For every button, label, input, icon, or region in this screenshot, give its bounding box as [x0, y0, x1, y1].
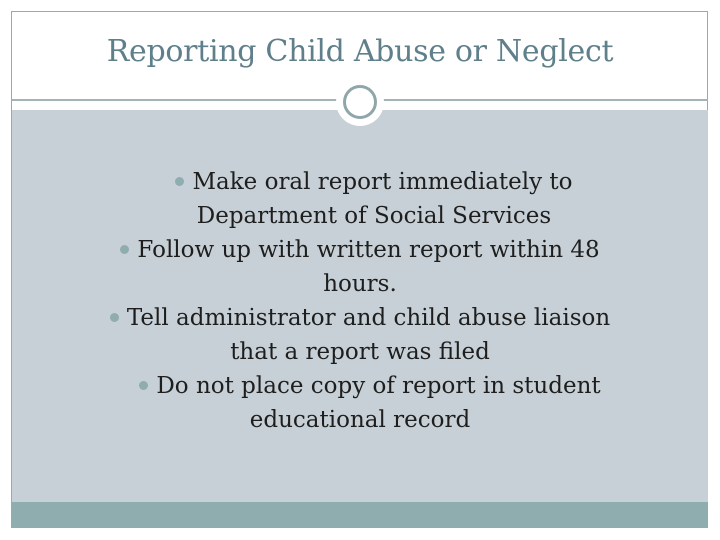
- bullet-text-line: Department of Social Services: [196, 203, 552, 229]
- bullet-text-line: Do not place copy of report in student: [156, 373, 601, 399]
- bullet-text-line: educational record: [249, 407, 471, 433]
- bullet-text-line: Tell administrator and child abuse liaison: [126, 305, 611, 331]
- slide-title: Reporting Child Abuse or Neglect: [106, 34, 614, 69]
- bullet-text-line: Follow up with written report within 48: [137, 237, 600, 263]
- bullet-dot-icon: [120, 245, 129, 254]
- bullet-dot-icon: [110, 313, 119, 322]
- bullet-text-line: Make oral report immediately to: [192, 169, 573, 195]
- bullet-dot-icon: [175, 177, 184, 186]
- bullet-text-line: that a report was filed: [230, 339, 490, 365]
- bullet-dot-icon: [139, 381, 148, 390]
- bullet-text-line: hours.: [323, 271, 397, 297]
- bullet-list: [12, 165, 708, 437]
- ring-ornament-icon: [343, 85, 377, 119]
- bullet-item: [12, 165, 708, 233]
- bullet-item: [12, 233, 708, 301]
- footer-bar: [12, 502, 708, 527]
- bullet-item: [12, 301, 708, 369]
- bullet-item: [12, 369, 708, 437]
